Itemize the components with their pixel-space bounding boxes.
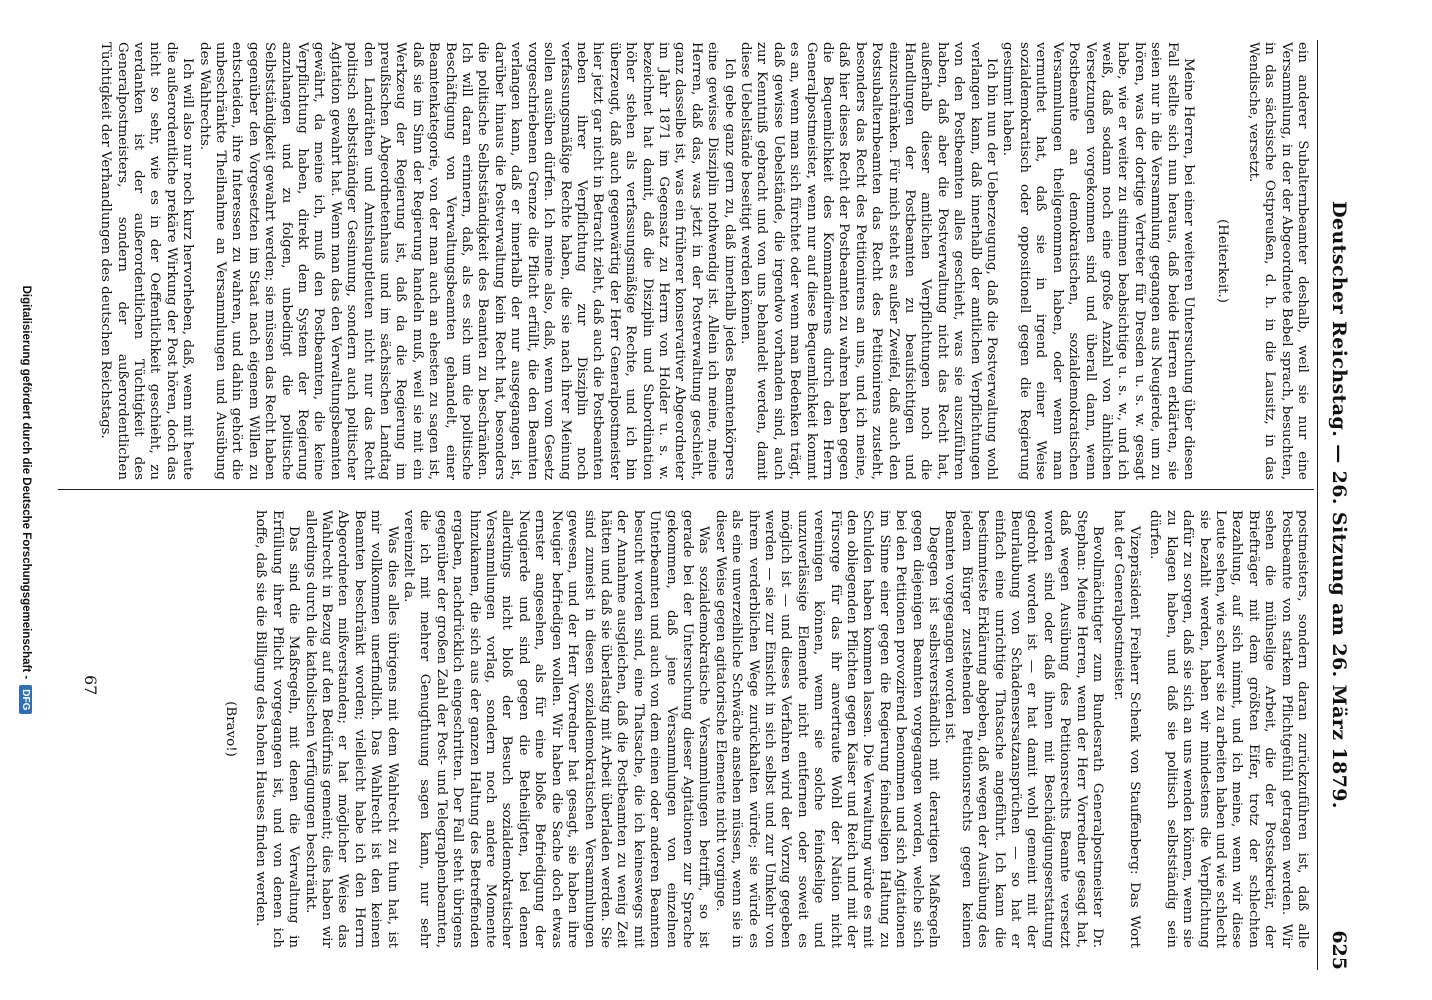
column-divider: [58, 489, 1314, 490]
stage-direction: (Heiterkeit.): [1215, 219, 1231, 303]
paragraph: Ich bin nun der Ueberzeugung, daß die Postverwaltung wohl verlangen kann, daß innerhalb der amtlichen Verpflichtungen von den Postbeamten alles geschieht, was sie auszuführen haben, daß aber die Postverwaltung nicht das Recht hat, außerhalb dieser amtlichen Verpflichtungen noch die Handlungen der Postbeamten zu beaufsichtigen und einzuschränken. Für mich steht es außer Zweifel, daß auch den Postsubalternbeamten das Recht des Petitionirens zusteht, besonders das Recht des Petitionirens an uns, und ich meine, daß hier dieses Recht der Postbeamten zu wahren haben gegen die Bequemlichkeit des Kommandirens durch den Herrn Generalpostmeister, wenn nur auf diese Bequemlichkeit kommt es an, wenn man sich fürchtet oder wenn man Bedenken trägt, daß gewisse Uebelstände, die irgendwo vorhanden sind, auch zur Kenntniß gebracht und von uns behandelt werden, damit diese Uebelstände beseitigt werden können.: [738, 42, 1000, 480]
paragraph: Das sind die Maßregeln, mit denen die Verwaltung in Erfüllung ihrer Pflicht vorgegangen ist, und von denen ich hoffe, daß sie die Billigung des hohen Hauses finden werden.: [253, 510, 302, 948]
leaf-number: 67: [81, 675, 100, 696]
paragraph: Dagegen ist selbstverständlich mit derartigen Maßregeln gegen diejenigen Beamten vorgegangen worden, welche sich bei den Petitionen provozirend benommen und sich Agitationen im Sinne einer gegen die Regierung feindseligen Haltung zu Schulden haben kommen lassen. Die Verwaltung würde es mit den obliegenden Pflichten gegen Kaiser und Reich und mit der Fürsorge für das ihr anvertraute Wohl der Nation nicht vereinigen können, wenn sie solche feindselige und unzuverlässige Elemente nicht entfernen oder soweit es möglich ist — und dieses Verfahren wird der Vorzug gegeben werden — sie zur Einsicht in sich selbst und zur Umkehr von ihrem verderblichen Wege zurückhalten würde; sie würde es als eine unverzeihliche Schwäche ansehen müssen, wenn sie in dieser Weise gegen agitatorische Elemente nicht vorginge.: [712, 510, 942, 948]
left-column: [60, 42, 1310, 480]
header-rule: [1317, 40, 1318, 970]
stage-direction: (Bravo!): [223, 701, 238, 757]
paragraph: Was sozialdemokratische Versammlungen betrifft, so ist gerade bei der Untersuchung dieser Agitationen zur Sprache gekommen, daß jene Versammlungen von einzelnen Unterbeamten und auch von dem einen oder anderen Beamten besucht worden sind, eine Thatsache, die ich keineswegs mit der Annahme ausgleichen, daß die Postbeamten zu wenig Zeit hätten und daß sie überlastig mit Arbeit überladen werden. Sie sind zumeist in diesen sozialdemokratischen Versammlungen gewesen, und der Herr Vorredner hat gesagt, sie haben ihre Neugier befriedigen wollen. Wir haben die Sache doch etwas ernster angesehen, als für eine bloße Befriedigung der Neugierde und sind gegen die Betheiligten, bei denen allerdings nicht bloß der Besuch sozialdemokratischer Versammlungen vorlag, sondern noch andere Momente hinzukamen, die sich aus der ganzen Haltung des Betreffenden ergaben, nachdrücklich eingeschritten. Der Fall steht übrigens gegenüber der großen Zahl der Post- und Telegraphenbeamten, die ich mit mehrer Genugthuung sagen kann, nur sehr vereinzelt da.: [401, 510, 712, 948]
header-title: Deutscher Reichstag. — 26. Sitzung am 26. März 1879.: [1328, 201, 1350, 809]
paragraph: Ich will also nur noch kurz hervorheben, daß, wenn mit heute die außerordentliche prekäre Wirkung der Post hören, doch das nicht so sehr, wie es in der Oeffentlichkeit geschieht, zu verdanken ist der außerordentlichen Tüchtigkeit des Generalpostmeisters, sondern der außerordentlichen Tüchtigkeit der Verhandlungen des deutschen Reichstags.: [98, 42, 196, 480]
digitization-credit: [19, 70, 32, 930]
dfg-badge: DFG: [19, 685, 32, 714]
speaker-paragraph: Vizepräsident Freiherr Schenk von Stauffenberg: Das Wort hat der Generalpostmeister.: [1110, 510, 1142, 948]
paragraph: ein anderer Subalternbeamter deshalb, weil sie nur eine Versammlung, in der der Abgeordnete Bebel sprach, besuchten, in das sächsische Ostpreußen, d. h. in die Lausitz, in das Wendische, versetzt.: [1245, 42, 1310, 480]
paragraph: Ich gebe ganz gern zu, daß innerhalb jedes Beamtenkörpers eine gewisse Disziplin nothwendig ist. Allein ich meine, meine Herren, daß das, was jetzt in der Postverwaltung geschieht, ganz dasselbe ist, was ein früherer konservativer Abgeordneter im Jahr 1871 im Gegensatz zu Herrn von Holder u. s. w. bezeichnet hat damit, daß die Disziplin und Subordination höher stehen als verfassungsmäßige Rechte, und ich bin überzeugt, daß auch gegenwärtig der Herr Generalpostmeister hier jetzt gar nicht in Betracht zieht, daß auch die Postbeamten neben ihrer Verpflichtung zur Disziplin noch verfassungsmäßige Rechte haben, die sie nach ihrer Meinung sollen ausüben dürfen. Ich meine also, daß, wenn vom Gesetz vorgeschriebenen Grenze die Pflicht erfüllt, die den Beamten verlangen kann, daß er innerhalb der nur ausgegangen ist, darüber hinaus die Postverwaltung kein Recht hat, besonders die politische Selbstständigkeit des Beamten zu beschränken. Ich will daran erinnern, daß, als es sich um die politische Beschäftigung von Verwaltungsbeamten gehandelt, einer Beamtenkategorie, von der man auch an ehesten zu sagen ist, daß sie im Sinn der Regierung handeln muß, weil sie mit ein Werkzeug der Regierung ist, daß da die Regierung im preußischen Abgeordnetenhaus und im sächsischen Landtag den Landräthen und Amtshauptleuten nicht nur das Recht politisch selbstständiger Gesinnung, sondern auch politischer Agitation gewahrt hat. Wenn man das den Verwaltungsbeamten gewährt, da meine ich, muß den Postbeamten, die keine Verpflichtung haben, direkt dem System der Regierung anzuhangen und zu folgen, unbedingt die politische Selbstständigkeit gewahrt werden; sie müssen das Recht haben gegenüber den Vorgesetzten im Staat nach eigenem Willen zu entscheiden, ihre Interessen zu wahren, und dahin gehört die unbeschränkte Theilnahme an Versammlungen und Ausübung des Wahlrechts.: [196, 42, 737, 480]
paragraph: postmeisters, sondern daran zurückzuführen ist, daß alle Postbeamte von starkem Pflichtgefühl getragen werden. Wir sehen die mühselige Arbeit, die der Postsekretär, der Briefträger mit dem größten Eifer, trotz der schlechten Bezahlung, auf sich nimmt, und ich meine, wenn wir diese Leute sehen, wie schwer sie zu arbeiten haben und wie schlecht sie bezahlt werden, haben wir mindestens die Verpflichtung dafür zu sorgen, daß sie sich an uns wenden können, wenn sie zu klagen haben, und daß sie politisch selbstständig sein dürfen.: [1147, 510, 1310, 948]
running-header: [1320, 40, 1350, 970]
paragraph: Meine Herren, bei einer weiteren Untersuchung über diesen Fall stellte sich nun heraus, daß beide Herren erklärten, sie seien nur in die Versammlung gegangen aus Neugierde, um zu hören, was der dortige Vertreter für Dresden u. s. w. gesagt habe, wie er weiter zu stimmen beabsichtige u. s. w., und ich weiß, daß sodann noch eine große Anzahl von ähnlichen Versetzungen vorgekommen sind und überall dann, wenn Postbeamte an demokratischen, sozialdemokratischen Versammlungen theilgenommen haben, oder wenn man vermuthet hat, daß sie in irgend einer Weise sozialdemokratisch oder oppositionell gegen die Regierung gestimmt haben.: [1000, 42, 1196, 480]
paragraph: Was dies alles übrigens mit dem Wahlrecht zu thun hat, ist mir vollkommen unerfindlich. Das Wahlrecht ist den keinen Beamten beschränkt worden; vielleicht habe ich den Herrn Abgeordneten mißverstanden; er hat möglicher Weise das Wahlrecht in Bezug auf den Bedürfnis gemeint; dies haben wir allerdings durch die katholischen Verfügungen beschränkt.: [302, 510, 400, 948]
speaker-paragraph: Bevollmächtigter zum Bundesrath Generalpostmeister Dr. Stephan: Meine Herren, wenn der Herr Vorredner gesagt hat, daß wegen Ausübung des Petitionsrechts Beamte versetzt worden sind oder daß ihnen mit Beschädigungserstattung gedroht worden ist — er hat damit wohl gemeint mit der Beurlaubung von Schadensersatzansprüchen — so hat er einfach eine unrichtige Thatsache angeführt. Ich kann die bestimmteste Erklärung abgeben, daß wegen der Ausübung des jedem Bürger zustehenden Petitionsrechts gegen keinen Beamten vorgegangen worden ist.: [942, 510, 1106, 948]
credit-text: Digitalisierung gefördert durch die Deutsche Forschungsgemeinschaft -: [20, 285, 32, 680]
page-number: 625: [1328, 930, 1350, 970]
right-column: [60, 510, 1310, 948]
